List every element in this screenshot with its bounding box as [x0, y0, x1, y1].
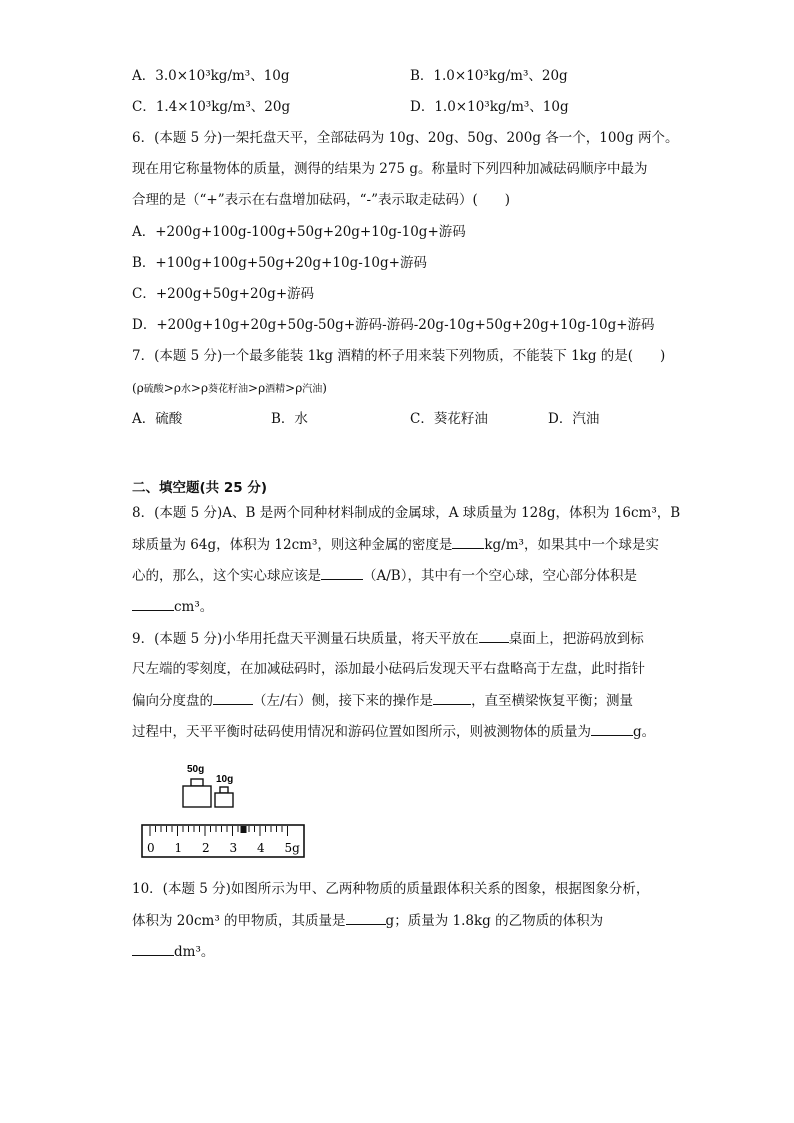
q8-text: 心的，那么，这个实心球应该是	[132, 568, 321, 584]
gt-4: >	[285, 381, 296, 395]
q9-blank-surface[interactable]	[479, 629, 509, 643]
weight-50g-icon	[183, 779, 211, 807]
scale-tick-label: 5g	[284, 841, 300, 855]
q8-blank-solid-ball[interactable]	[321, 566, 363, 580]
q10-blank-volume[interactable]	[132, 942, 174, 956]
q6-option-b: B．+100g+100g+50g+20g+10g-10g+游码	[132, 255, 427, 271]
q10-blank-mass[interactable]	[346, 911, 386, 925]
rho-symbol: ρ	[136, 381, 144, 395]
q6-option-c: C．+200g+50g+20g+游码	[132, 286, 315, 302]
q6-stem-line2: 现在用它称量物体的质量，测得的结果为 275 g。称量时下列四种加减砝码顺序中最为	[132, 161, 648, 177]
q8-blank-hollow-volume[interactable]	[132, 597, 174, 611]
q5-option-b: B．1.0×10³kg/m³、20g	[410, 68, 568, 84]
scale-tick-label: 1	[174, 841, 183, 855]
q9-blank-side[interactable]	[213, 691, 253, 705]
q8-text: cm³。	[174, 599, 214, 615]
q10-text: g；质量为 1.8kg 的乙物质的体积为	[385, 913, 604, 929]
gt-3: >	[248, 381, 259, 395]
q8-text: kg/m³，如果其中一个球是实	[484, 537, 659, 553]
q7-option-d: D．汽油	[548, 411, 600, 427]
paren-open: (	[132, 381, 137, 395]
rho-symbol: ρ	[200, 381, 208, 395]
q5-option-c: C．1.4×10³kg/m³、20g	[132, 99, 291, 115]
q10-stem-line1: 10．(本题 5 分)如图所示为甲、乙两种物质的质量跟体积关系的图象，根据图象分析，	[132, 881, 650, 897]
q9-stem-line3	[132, 691, 633, 710]
sub-water: 水	[180, 384, 191, 395]
q8-blank-density[interactable]	[452, 535, 484, 549]
q5-option-d: D．1.0×10³kg/m³、10g	[410, 99, 569, 115]
q9-text: ，直至横梁恢复平衡；测量	[471, 693, 634, 709]
q8-stem-line1: 8．(本题 5 分)A、B 是两个同种材料制成的金属球，A 球质量为 128g，体积为 16cm³，B	[132, 505, 681, 521]
rho-symbol: ρ	[258, 381, 266, 395]
gt-2: >	[190, 381, 201, 395]
q8-stem-line2	[132, 535, 659, 554]
q6-stem-line3: 合理的是（“+”表示在右盘增加砝码，“-”表示取走砝码）( )	[132, 192, 511, 208]
sub-alcohol: 酒精	[265, 384, 286, 395]
scale-tick-label: 3	[229, 841, 238, 855]
q10-stem-line3	[132, 942, 214, 961]
rho-symbol: ρ	[173, 381, 181, 395]
q10-text: 体积为 20cm³ 的甲物质，其质量是	[132, 913, 346, 929]
q8-stem-line4	[132, 597, 213, 616]
sub-sulfuric-acid: 硫酸	[143, 384, 164, 395]
weight-50g-label: 50g	[187, 764, 205, 775]
q5-option-a: A．3.0×10³kg/m³、10g	[132, 68, 290, 84]
rider-icon[interactable]	[241, 826, 247, 833]
rho-symbol: ρ	[295, 381, 303, 395]
q9-text: 偏向分度盘的	[132, 693, 213, 709]
q9-text: 桌面上，把游码放到标	[508, 631, 644, 647]
q8-stem-line3	[132, 566, 637, 585]
q9-text: 过程中，天平平衡时砝码使用情况和游码位置如图所示，则被测物体的质量为	[132, 724, 591, 740]
q9-blank-mass[interactable]	[591, 722, 633, 736]
q7-density-relation	[132, 379, 327, 399]
scale-tick-label: 0	[147, 841, 155, 855]
balance-weights-figure	[140, 758, 310, 860]
scale-tick-label: 2	[202, 841, 210, 855]
q9-text: （左/右）侧，接下来的操作是	[253, 693, 434, 709]
q7-option-c: C．葵花籽油	[410, 411, 488, 427]
q9-stem-line2: 尺左端的零刻度，在加减砝码时，添加最小砝码后发现天平右盘略高于左盘，此时指针	[132, 661, 645, 677]
gt-1: >	[163, 381, 174, 395]
q6-stem-line1: 6．(本题 5 分)一架托盘天平，全部砝码为 10g、20g、50g、200g 各一个，100g 两个。	[132, 130, 679, 146]
q9-stem-line1	[132, 629, 644, 648]
q6-option-a: A．+200g+100g-100g+50g+20g+10g-10g+游码	[132, 224, 466, 240]
q9-text: g。	[633, 724, 656, 740]
scale-tick-label: 4	[257, 841, 265, 855]
q10-text: dm³。	[174, 944, 215, 960]
section-title-fill-in: 二、填空题(共 25 分)	[132, 480, 268, 496]
weight-10g-label: 10g	[216, 774, 234, 785]
q8-text: （A/B），其中有一个空心球，空心部分体积是	[363, 568, 637, 584]
weight-10g-icon	[215, 787, 233, 807]
q6-option-d: D．+200g+10g+20g+50g-50g+游码-游码-20g-10g+50g+20g+10g-10g+游码	[132, 317, 655, 333]
q7-option-a: A．硫酸	[132, 411, 183, 427]
q9-blank-operation[interactable]	[433, 691, 471, 705]
q10-stem-line2	[132, 911, 603, 930]
q7-stem: 7．(本题 5 分)一个最多能装 1kg 酒精的杯子用来装下列物质，不能装下 1kg 的是( )	[132, 348, 666, 364]
paren-close: )	[322, 381, 327, 395]
q9-stem-line4	[132, 722, 655, 741]
q8-text: 球质量为 64g，体积为 12cm³，则这种金属的密度是	[132, 537, 453, 553]
sub-sunflower-oil: 葵花籽油	[208, 384, 248, 395]
sub-gasoline: 汽油	[302, 384, 323, 395]
q7-option-b: B．水	[271, 411, 308, 427]
q9-text: 9．(本题 5 分)小华用托盘天平测量石块质量，将天平放在	[132, 631, 479, 647]
